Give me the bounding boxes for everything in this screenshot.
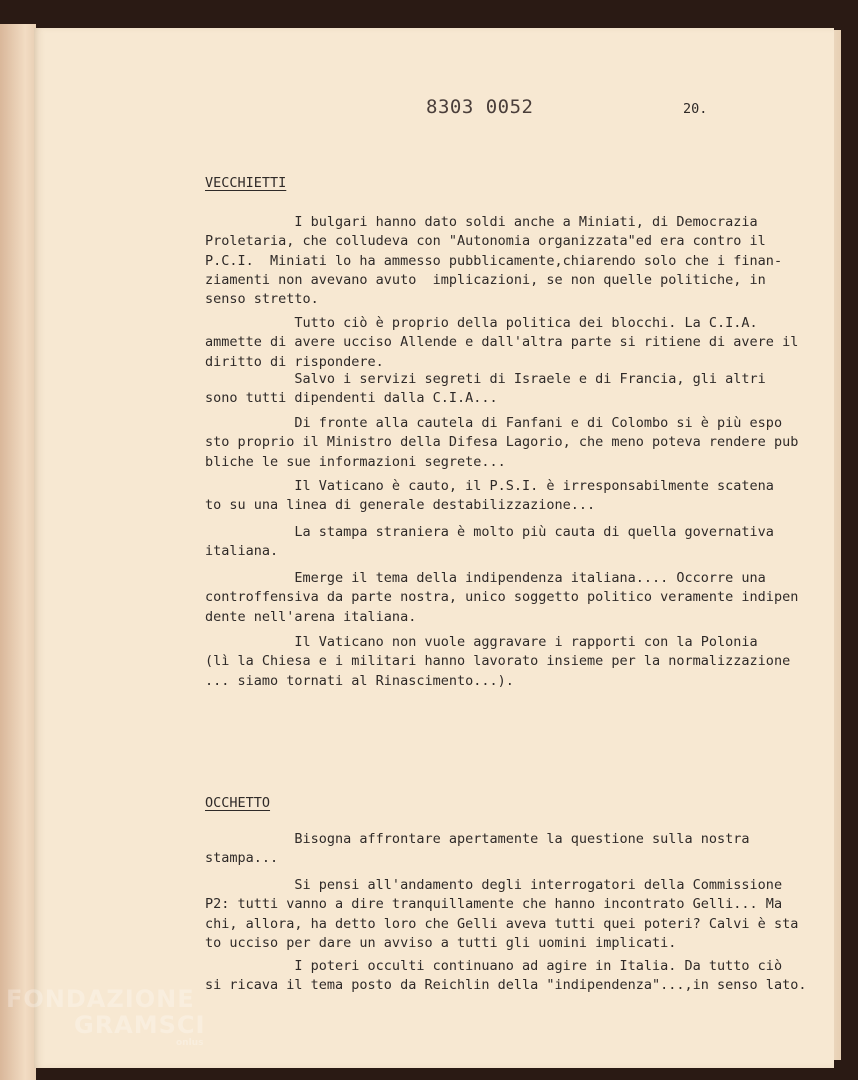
paragraph: Il Vaticano è cauto, il P.S.I. è irresponsabilmente scatena to su una linea di generale destabilizzazione... <box>205 478 774 514</box>
watermark-line2: GRAMSCI <box>74 1011 206 1039</box>
paragraph: Emerge il tema della indipendenza italiana.... Occorre una controffensiva da parte nostra, unico soggetto politico veramente indipen dente nell'arena italiana. <box>205 570 799 625</box>
paragraph: Bisogna affrontare apertamente la questione sulla nostra stampa... <box>205 831 750 867</box>
watermark-line3: onlus <box>176 1038 204 1048</box>
fondazione-gramsci-watermark <box>6 986 205 1048</box>
paragraph: La stampa straniera è molto più cauta di quella governativa italiana. <box>205 524 774 560</box>
document-number: 8303 0052 <box>426 96 534 118</box>
paragraph: Si pensi all'andamento degli interrogatori della Commissione P2: tutti vanno a dire tranquillamente che hanno incontrato Gelli... Ma chi, allora, ha detto loro che Gelli aveva tutti quei poteri? Calvi è sta to ucciso per dare un avviso a tutti gli uomini implicati. <box>205 877 799 951</box>
section-title-vecchietti: VECCHIETTI <box>205 175 287 191</box>
paragraph: Di fronte alla cautela di Fanfani e di Colombo si è più espo sto proprio il Ministro della Difesa Lagorio, che meno poteva rendere pub bliche le sue informazioni segrete... <box>205 415 799 470</box>
paragraph: Tutto ciò è proprio della politica dei blocchi. La C.I.A. ammette di avere ucciso Allende e dall'altra parte si ritiene di avere il diritto di rispondere. <box>205 315 799 370</box>
left-page-edge <box>0 24 36 1080</box>
paragraph: I bulgari hanno dato soldi anche a Miniati, di Democrazia Proletaria, che colludeva con "Autonomia organizzata"ed era contro il P.C.I. Miniati lo ha ammesso pubblicamente,chiarendo solo che i finan- ziamenti non avevano avuto implicazioni, se non quelle politiche, in senso stretto. <box>205 214 783 308</box>
paragraph: Il Vaticano non vuole aggravare i rapporti con la Polonia (lì la Chiesa e i militari hanno lavorato insieme per la normalizzazione ... siamo tornati al Rinascimento...). <box>205 634 791 689</box>
watermark-line1: FONDAZIONE <box>6 985 195 1013</box>
section-title-occhetto: OCCHETTO <box>205 795 271 811</box>
paragraph: I poteri occulti continuano ad agire in Italia. Da tutto ciò si ricava il tema posto da Reichlin della "indipendenza"...,in senso lato. <box>205 958 807 994</box>
paragraph: Salvo i servizi segreti di Israele e di Francia, gli altri sono tutti dipendenti dalla C.I.A... <box>205 371 766 407</box>
page-number: 20. <box>683 101 708 117</box>
